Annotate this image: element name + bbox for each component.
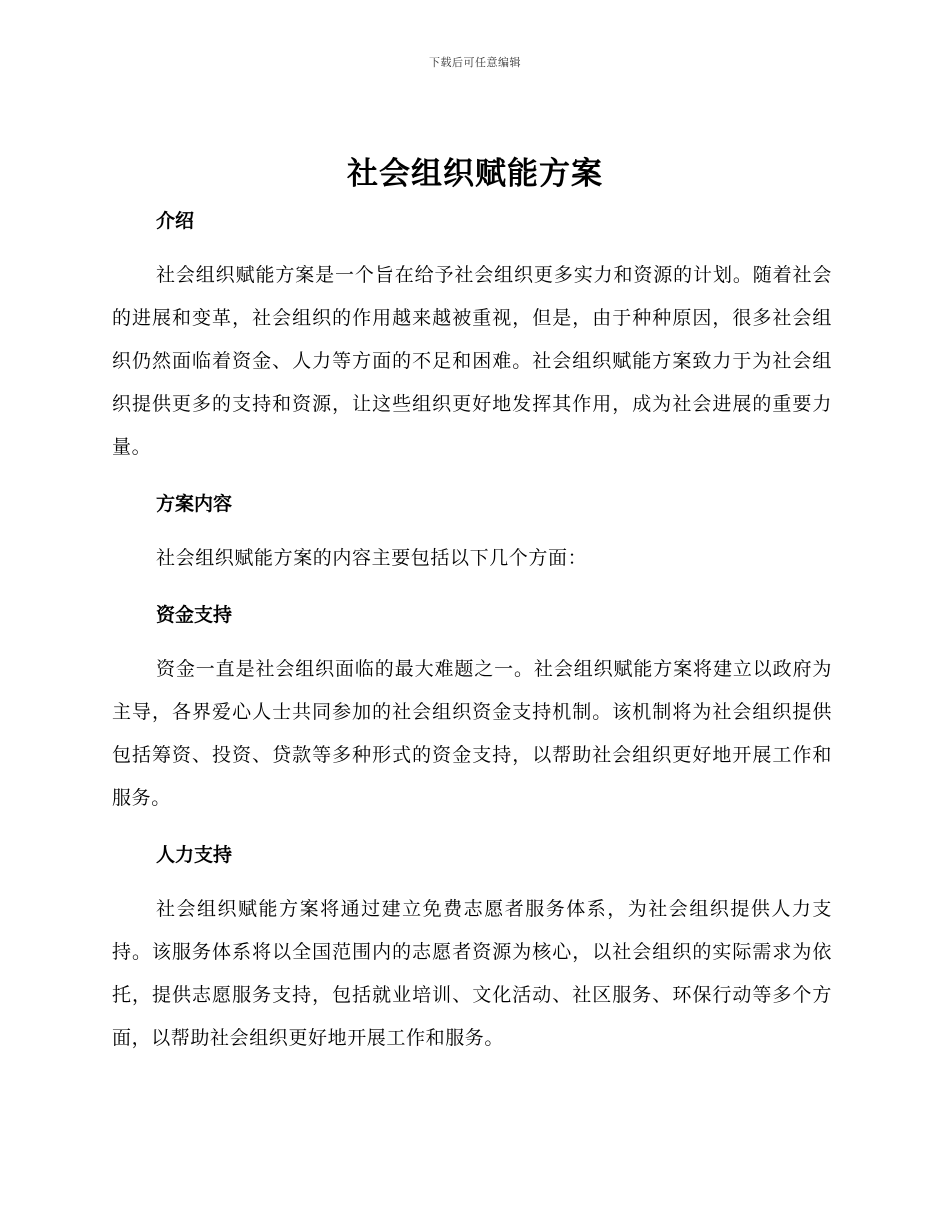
- section-paragraph-manpower: 社会组织赋能方案将通过建立免费志愿者服务体系，为社会组织提供人力支持。该服务体系将以全国范围内的志愿者资源为核心，以社会组织的实际需求为依托，提供志愿服务支持，包括就业培训、文化活动、社区服务、环保行动等多个方面，以帮助社会组织更好地开展工作和服务。: [112, 898, 832, 1049]
- section-heading-manpower: 人力支持: [156, 844, 233, 866]
- section-heading-funding: 资金支持: [156, 604, 233, 626]
- section-paragraph-intro: 社会组织赋能方案是一个旨在给予社会组织更多实力和资源的计划。随着社会的进展和变革，社会组织的作用越来越被重视，但是，由于种种原因，很多社会组织仍然面临着资金、人力等方面的不足和困难。社会组织赋能方案致力于为社会组织提供更多的支持和资源，让这些组织更好地发挥其作用，成为社会进展的重要力量。: [112, 264, 832, 458]
- header-note: 下载后可任意编辑: [429, 56, 521, 69]
- section-heading-intro: 介绍: [156, 210, 195, 232]
- section-paragraph-funding: 资金一直是社会组织面临的最大难题之一。社会组织赋能方案将建立以政府为主导，各界爱心人士共同参加的社会组织资金支持机制。该机制将为社会组织提供包括筹资、投资、贷款等多种形式的资金支持，以帮助社会组织更好地开展工作和服务。: [112, 658, 832, 809]
- page-title: 社会组织赋能方案: [347, 156, 603, 192]
- document-body: [112, 202, 832, 1060]
- section-heading-plan-content: 方案内容: [156, 493, 233, 515]
- section-paragraph-plan-content: 社会组织赋能方案的内容主要包括以下几个方面：: [156, 547, 588, 569]
